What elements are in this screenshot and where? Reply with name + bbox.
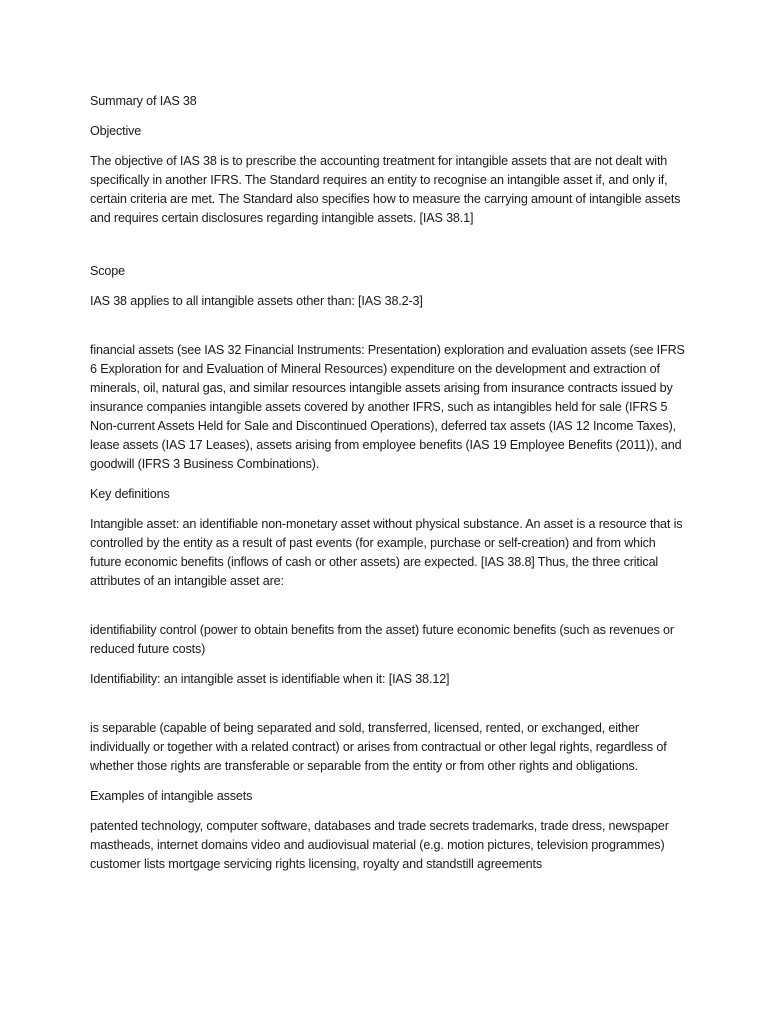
identifiability-intro: Identifiability: an intangible asset is identifiable when it: [IAS 38.12] xyxy=(90,672,450,686)
objective-heading: Objective xyxy=(90,124,142,138)
document-page xyxy=(90,92,690,885)
definitions-heading: Key definitions xyxy=(90,487,170,501)
intangible-asset-definition: Intangible asset: an identifiable non-monetary asset without physical substance. An asset is a resource that is controlled by the entity as a result of past events (for example, purchase or self-creation) and from which future economic benefits (inflows of cash or other assets) are expected. [IAS 38.8] Thus, the three critical attributes of an intangible asset are: xyxy=(90,517,683,588)
attributes-list: identifiability control (power to obtain benefits from the asset) future economic benefits (such as revenues or reduced future costs) xyxy=(90,623,674,656)
objective-paragraph: The objective of IAS 38 is to prescribe the accounting treatment for intangible assets that are not dealt with specifically in another IFRS. The Standard requires an entity to recognise an intangible asset if, and only if, certain criteria are met. The Standard also specifies how to measure the carrying amount of intangible assets and requires certain disclosures regarding intangible assets. [IAS 38.1] xyxy=(90,154,681,225)
identifiability-criteria: is separable (capable of being separated and sold, transferred, licensed, rented, or exchanged, either individually or together with a related contract) or arises from contractual or other legal rights, regardless of whether those rights are transferable or separable from the entity or from other rights and obligations. xyxy=(90,721,667,773)
document-title: Summary of IAS 38 xyxy=(90,94,197,108)
scope-exclusions-list: financial assets (see IAS 32 Financial Instruments: Presentation) exploration and evaluation assets (see IFRS 6 Exploration for and Evaluation of Mineral Resources) expenditure on the development and extraction of minerals, oil, natural gas, and similar resources intangible assets arising from insurance contracts issued by insurance companies intangible assets covered by another IFRS, such as intangibles held for sale (IFRS 5 Non-current Assets Held for Sale and Discontinued Operations), deferred tax assets (IAS 12 Income Taxes), lease assets (IAS 17 Leases), assets arising from employee benefits (IAS 19 Employee Benefits (2011)), and goodwill (IFRS 3 Business Combinations). xyxy=(90,343,685,471)
scope-intro: IAS 38 applies to all intangible assets other than: [IAS 38.2-3] xyxy=(90,294,423,308)
examples-paragraph: patented technology, computer software, databases and trade secrets trademarks, trade dress, newspaper mastheads, internet domains video and audiovisual material (e.g. motion pictures, television programmes) customer lists mortgage servicing rights licensing, royalty and standstill agreements xyxy=(90,819,669,871)
scope-heading: Scope xyxy=(90,264,125,278)
examples-heading: Examples of intangible assets xyxy=(90,789,253,803)
